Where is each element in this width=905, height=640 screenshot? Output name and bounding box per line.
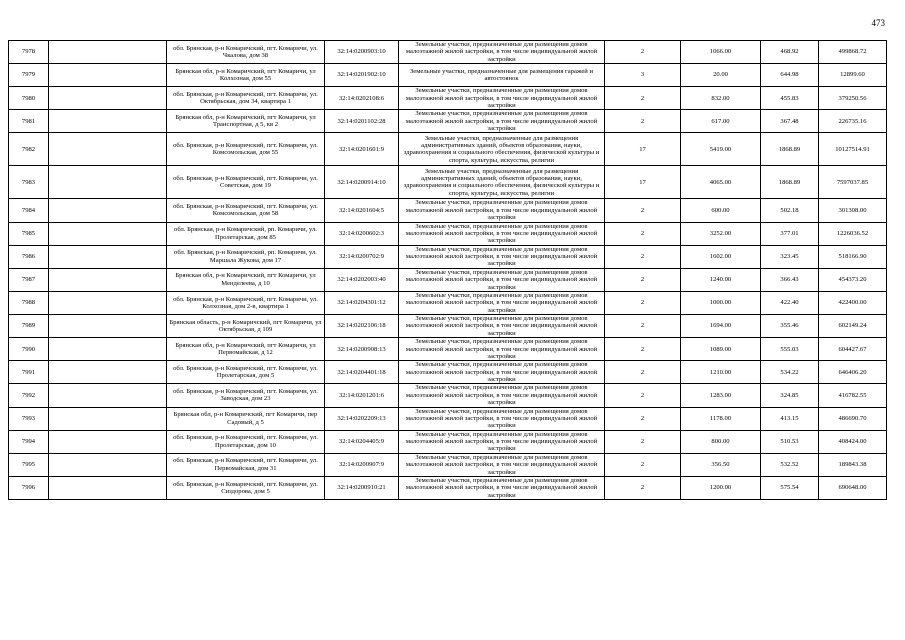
address-cell: обл. Брянская, р-н Комаричский, пгт. Комаричи, ул. Пролетарская, дом 5: [167, 361, 325, 384]
zone-cell: 2: [605, 291, 681, 314]
land-use-cell: Земельные участки, предназначенные для размещения административных зданий, объектов образования, науки, здравоохранения и социального обеспечения, физической культуры и спорта, культуры, искусства, религии: [399, 133, 605, 166]
empty-cell: [49, 166, 167, 199]
table-row: [9, 166, 887, 199]
address-cell: Брянская обл, р-н Комаричский, пгт Комаричи, ул Первомайская, д 12: [167, 338, 325, 361]
row-number: 7991: [9, 361, 49, 384]
empty-cell: [49, 245, 167, 268]
cadastral-number-cell: 32:14:0201601:9: [325, 133, 399, 166]
row-number: 7984: [9, 199, 49, 222]
table-row: [9, 315, 887, 338]
address-cell: обл. Брянская, р-н Комаричский, пгт. Комаричи, ул. Чкалова, дом 38: [167, 41, 325, 64]
land-use-cell: Земельные участки, предназначенные для размещения домов малоэтажной жилой застройки, в том числе индивидуальной жилой застройки: [399, 199, 605, 222]
zone-cell: 2: [605, 384, 681, 407]
cadastral-value-cell: 690648.00: [819, 476, 887, 499]
unit-value-cell: 355.46: [761, 315, 819, 338]
row-number: 7989: [9, 315, 49, 338]
land-use-cell: Земельные участки, предназначенные для размещения домов малоэтажной жилой застройки, в том числе индивидуальной жилой застройки: [399, 110, 605, 133]
unit-value-cell: 422.40: [761, 291, 819, 314]
table-row: [9, 133, 887, 166]
land-use-cell: Земельные участки, предназначенные для размещения домов малоэтажной жилой застройки, в том числе индивидуальной жилой застройки: [399, 315, 605, 338]
cadastral-value-cell: 7597037.85: [819, 166, 887, 199]
zone-cell: 2: [605, 453, 681, 476]
zone-cell: 2: [605, 407, 681, 430]
zone-cell: 2: [605, 268, 681, 291]
table-row: [9, 453, 887, 476]
cadastral-value-cell: 646406.20: [819, 361, 887, 384]
table-row: [9, 291, 887, 314]
land-use-cell: Земельные участки, предназначенные для размещения домов малоэтажной жилой застройки, в том числе индивидуальной жилой застройки: [399, 268, 605, 291]
unit-value-cell: 575.54: [761, 476, 819, 499]
row-number: 7988: [9, 291, 49, 314]
empty-cell: [49, 133, 167, 166]
cadastral-value-cell: 379250.56: [819, 87, 887, 110]
zone-cell: 2: [605, 476, 681, 499]
table-row: [9, 407, 887, 430]
unit-value-cell: 366.43: [761, 268, 819, 291]
cadastral-value-cell: 602149.24: [819, 315, 887, 338]
cadastral-number-cell: 32:14:0202209:13: [325, 407, 399, 430]
cadastral-number-cell: 32:14:0201102:28: [325, 110, 399, 133]
area-cell: 1602.00: [681, 245, 761, 268]
row-number: 7990: [9, 338, 49, 361]
zone-cell: 17: [605, 133, 681, 166]
cadastral-value-cell: 518166.90: [819, 245, 887, 268]
row-number: 7979: [9, 64, 49, 87]
cadastral-number-cell: 32:14:0200908:13: [325, 338, 399, 361]
row-number: 7996: [9, 476, 49, 499]
unit-value-cell: 532.52: [761, 453, 819, 476]
land-use-cell: Земельные участки, предназначенные для размещения домов малоэтажной жилой застройки, в том числе индивидуальной жилой застройки: [399, 87, 605, 110]
land-use-cell: Земельные участки, предназначенные для размещения домов малоэтажной жилой застройки, в том числе индивидуальной жилой застройки: [399, 338, 605, 361]
cadastral-number-cell: 32:14:0202003:40: [325, 268, 399, 291]
row-number: 7987: [9, 268, 49, 291]
address-cell: обл. Брянская, р-н Комаричский, пгт. Комаричи, ул. Сиздорова, дом 5: [167, 476, 325, 499]
cadastral-number-cell: 32:14:0200702:9: [325, 245, 399, 268]
cadastral-value-cell: 12899.60: [819, 64, 887, 87]
unit-value-cell: 644.98: [761, 64, 819, 87]
address-cell: обл. Брянская, р-н Комаричский, пгт. Комаричи, ул. Колхозная, дом 2-в, квартира 1: [167, 291, 325, 314]
table-row: [9, 87, 887, 110]
land-use-cell: Земельные участки, предназначенные для размещения административных зданий, объектов образования, науки, здравоохранения и социального обеспечения, физической культуры и спорта, культуры, искусства, религии: [399, 166, 605, 199]
zone-cell: 3: [605, 64, 681, 87]
empty-cell: [49, 338, 167, 361]
table-row: [9, 41, 887, 64]
empty-cell: [49, 361, 167, 384]
unit-value-cell: 510.53: [761, 430, 819, 453]
cadastral-number-cell: 32:14:0202108:6: [325, 87, 399, 110]
empty-cell: [49, 476, 167, 499]
zone-cell: 2: [605, 222, 681, 245]
table-row: [9, 199, 887, 222]
empty-cell: [49, 87, 167, 110]
cadastral-value-cell: 301308.00: [819, 199, 887, 222]
empty-cell: [49, 222, 167, 245]
area-cell: 832.00: [681, 87, 761, 110]
zone-cell: 2: [605, 110, 681, 133]
area-cell: 4065.00: [681, 166, 761, 199]
land-use-cell: Земельные участки, предназначенные для размещения домов малоэтажной жилой застройки, в том числе индивидуальной жилой застройки: [399, 430, 605, 453]
cadastral-value-cell: 226735.16: [819, 110, 887, 133]
area-cell: 1200.00: [681, 476, 761, 499]
unit-value-cell: 1868.89: [761, 166, 819, 199]
address-cell: Брянская обл, р-н Комаричский, пгт Комаричи, ул Колхозная, дом 55: [167, 64, 325, 87]
zone-cell: 2: [605, 430, 681, 453]
cadastral-number-cell: 32:14:0204301:12: [325, 291, 399, 314]
table-row: [9, 430, 887, 453]
area-cell: 1210.00: [681, 361, 761, 384]
address-cell: Брянская обл, р-н Комаричский, пгт Комаричи, ул Транспортная, д 5, кв 2: [167, 110, 325, 133]
land-use-cell: Земельные участки, предназначенные для размещения домов малоэтажной жилой застройки, в том числе индивидуальной жилой застройки: [399, 453, 605, 476]
land-use-cell: Земельные участки, предназначенные для размещения домов малоэтажной жилой застройки, в том числе индивидуальной жилой застройки: [399, 41, 605, 64]
row-number: 7986: [9, 245, 49, 268]
row-number: 7981: [9, 110, 49, 133]
address-cell: Брянская область, р-н Комаричский, пгт Комаричи, ул Октябрьская, д 109: [167, 315, 325, 338]
cadastral-number-cell: 32:14:0201201:6: [325, 384, 399, 407]
address-cell: обл. Брянская, р-н Комаричский, пгт. Комаричи, ул. Пролетарская, дом 10: [167, 430, 325, 453]
land-use-cell: Земельные участки, предназначенные для размещения гаражей и автостоянок: [399, 64, 605, 87]
table-row: [9, 245, 887, 268]
row-number: 7995: [9, 453, 49, 476]
cadastral-number-cell: 32:14:0204401:18: [325, 361, 399, 384]
zone-cell: 2: [605, 361, 681, 384]
cadastral-number-cell: 32:14:0202106:18: [325, 315, 399, 338]
land-use-cell: Земельные участки, предназначенные для размещения домов малоэтажной жилой застройки, в том числе индивидуальной жилой застройки: [399, 222, 605, 245]
land-use-cell: Земельные участки, предназначенные для размещения домов малоэтажной жилой застройки, в том числе индивидуальной жилой застройки: [399, 291, 605, 314]
unit-value-cell: 502.18: [761, 199, 819, 222]
cadastral-value-cell: 604427.67: [819, 338, 887, 361]
area-cell: 1178.00: [681, 407, 761, 430]
area-cell: 1066.00: [681, 41, 761, 64]
zone-cell: 2: [605, 245, 681, 268]
area-cell: 356.50: [681, 453, 761, 476]
cadastral-number-cell: 32:14:0200602:3: [325, 222, 399, 245]
cadastral-value-cell: 486690.70: [819, 407, 887, 430]
cadastral-value-cell: 416782.55: [819, 384, 887, 407]
unit-value-cell: 455.83: [761, 87, 819, 110]
cadastral-value-cell: 408424.00: [819, 430, 887, 453]
cadastral-value-cell: 454373.20: [819, 268, 887, 291]
zone-cell: 2: [605, 315, 681, 338]
area-cell: 1000.00: [681, 291, 761, 314]
empty-cell: [49, 453, 167, 476]
empty-cell: [49, 430, 167, 453]
zone-cell: 2: [605, 41, 681, 64]
cadastral-number-cell: 32:14:0204405:9: [325, 430, 399, 453]
empty-cell: [49, 199, 167, 222]
empty-cell: [49, 384, 167, 407]
row-number: 7985: [9, 222, 49, 245]
address-cell: обл. Брянская, р-н Комаричский, пгт. Комаричи, ул. Октябрьская, дом 34, квартира 1: [167, 87, 325, 110]
row-number: 7993: [9, 407, 49, 430]
cadastral-value-cell: 499868.72: [819, 41, 887, 64]
table-row: [9, 268, 887, 291]
table-row: [9, 110, 887, 133]
cadastral-value-cell: 10127514.91: [819, 133, 887, 166]
unit-value-cell: 1868.89: [761, 133, 819, 166]
unit-value-cell: 468.92: [761, 41, 819, 64]
address-cell: обл. Брянская, р-н Комаричский, пгт. Комаричи, ул. Комсомольская, дом 55: [167, 133, 325, 166]
area-cell: 1283.00: [681, 384, 761, 407]
cadastral-value-cell: 1226036.52: [819, 222, 887, 245]
land-use-cell: Земельные участки, предназначенные для размещения домов малоэтажной жилой застройки, в том числе индивидуальной жилой застройки: [399, 476, 605, 499]
cadastral-value-cell: 189843.38: [819, 453, 887, 476]
zone-cell: 2: [605, 338, 681, 361]
land-use-cell: Земельные участки, предназначенные для размещения домов малоэтажной жилой застройки, в том числе индивидуальной жилой застройки: [399, 361, 605, 384]
area-cell: 5419.00: [681, 133, 761, 166]
empty-cell: [49, 41, 167, 64]
cadastral-number-cell: 32:14:0200910:21: [325, 476, 399, 499]
page-number: 473: [871, 18, 885, 28]
unit-value-cell: 323.45: [761, 245, 819, 268]
land-use-cell: Земельные участки, предназначенные для размещения домов малоэтажной жилой застройки, в том числе индивидуальной жилой застройки: [399, 384, 605, 407]
row-number: 7980: [9, 87, 49, 110]
area-cell: 800.00: [681, 430, 761, 453]
cadastral-number-cell: 32:14:0200914:10: [325, 166, 399, 199]
address-cell: обл. Брянская, р-н Комаричский, пгт. Комаричи, ул. Комсомольская, дом 58: [167, 199, 325, 222]
table-row: [9, 476, 887, 499]
address-cell: обл. Брянская, р-н Комаричский, пгт. Комаричи, ул. Первомайская, дом 31: [167, 453, 325, 476]
address-cell: обл. Брянская, р-н Комаричский, пгт. Комаричи, ул. Заводская, дом 23: [167, 384, 325, 407]
area-cell: 617.00: [681, 110, 761, 133]
address-cell: обл. Брянская, р-н Комаричский, рп. Комаричи, ул. Маршала Жукова, дом 17: [167, 245, 325, 268]
empty-cell: [49, 64, 167, 87]
area-cell: 600.00: [681, 199, 761, 222]
table-row: [9, 384, 887, 407]
empty-cell: [49, 110, 167, 133]
table-body: [9, 41, 887, 500]
area-cell: 1694.00: [681, 315, 761, 338]
unit-value-cell: 324.85: [761, 384, 819, 407]
area-cell: 1089.00: [681, 338, 761, 361]
cadastral-value-cell: 422400.00: [819, 291, 887, 314]
cadastral-number-cell: 32:14:0200907:9: [325, 453, 399, 476]
zone-cell: 17: [605, 166, 681, 199]
cadastral-number-cell: 32:14:0201902:10: [325, 64, 399, 87]
table-row: [9, 361, 887, 384]
row-number: 7983: [9, 166, 49, 199]
unit-value-cell: 377.01: [761, 222, 819, 245]
row-number: 7982: [9, 133, 49, 166]
empty-cell: [49, 407, 167, 430]
area-cell: 20.00: [681, 64, 761, 87]
row-number: 7992: [9, 384, 49, 407]
unit-value-cell: 534.22: [761, 361, 819, 384]
unit-value-cell: 555.03: [761, 338, 819, 361]
empty-cell: [49, 291, 167, 314]
row-number: 7978: [9, 41, 49, 64]
address-cell: Брянская обл, р-н Комаричский, пгт Комаричи, пер Садовый, д 5: [167, 407, 325, 430]
address-cell: обл. Брянская, р-н Комаричский, пгт. Комаричи, ул. Советская, дом 19: [167, 166, 325, 199]
land-plot-table: [8, 40, 887, 500]
cadastral-number-cell: 32:14:0201604:5: [325, 199, 399, 222]
land-use-cell: Земельные участки, предназначенные для размещения домов малоэтажной жилой застройки, в том числе индивидуальной жилой застройки: [399, 245, 605, 268]
unit-value-cell: 413.15: [761, 407, 819, 430]
address-cell: обл. Брянская, р-н Комаричский, рп. Комаричи, ул. Пролетарская, дом 85: [167, 222, 325, 245]
land-use-cell: Земельные участки, предназначенные для размещения домов малоэтажной жилой застройки, в том числе индивидуальной жилой застройки: [399, 407, 605, 430]
unit-value-cell: 367.48: [761, 110, 819, 133]
table-row: [9, 222, 887, 245]
table-row: [9, 64, 887, 87]
area-cell: 1240.00: [681, 268, 761, 291]
zone-cell: 2: [605, 87, 681, 110]
zone-cell: 2: [605, 199, 681, 222]
table-row: [9, 338, 887, 361]
empty-cell: [49, 315, 167, 338]
area-cell: 3252.00: [681, 222, 761, 245]
address-cell: Брянская обл, р-н Комаричский, пгт Комаричи, ул Менделеева, д 10: [167, 268, 325, 291]
cadastral-number-cell: 32:14:0200903:10: [325, 41, 399, 64]
empty-cell: [49, 268, 167, 291]
row-number: 7994: [9, 430, 49, 453]
